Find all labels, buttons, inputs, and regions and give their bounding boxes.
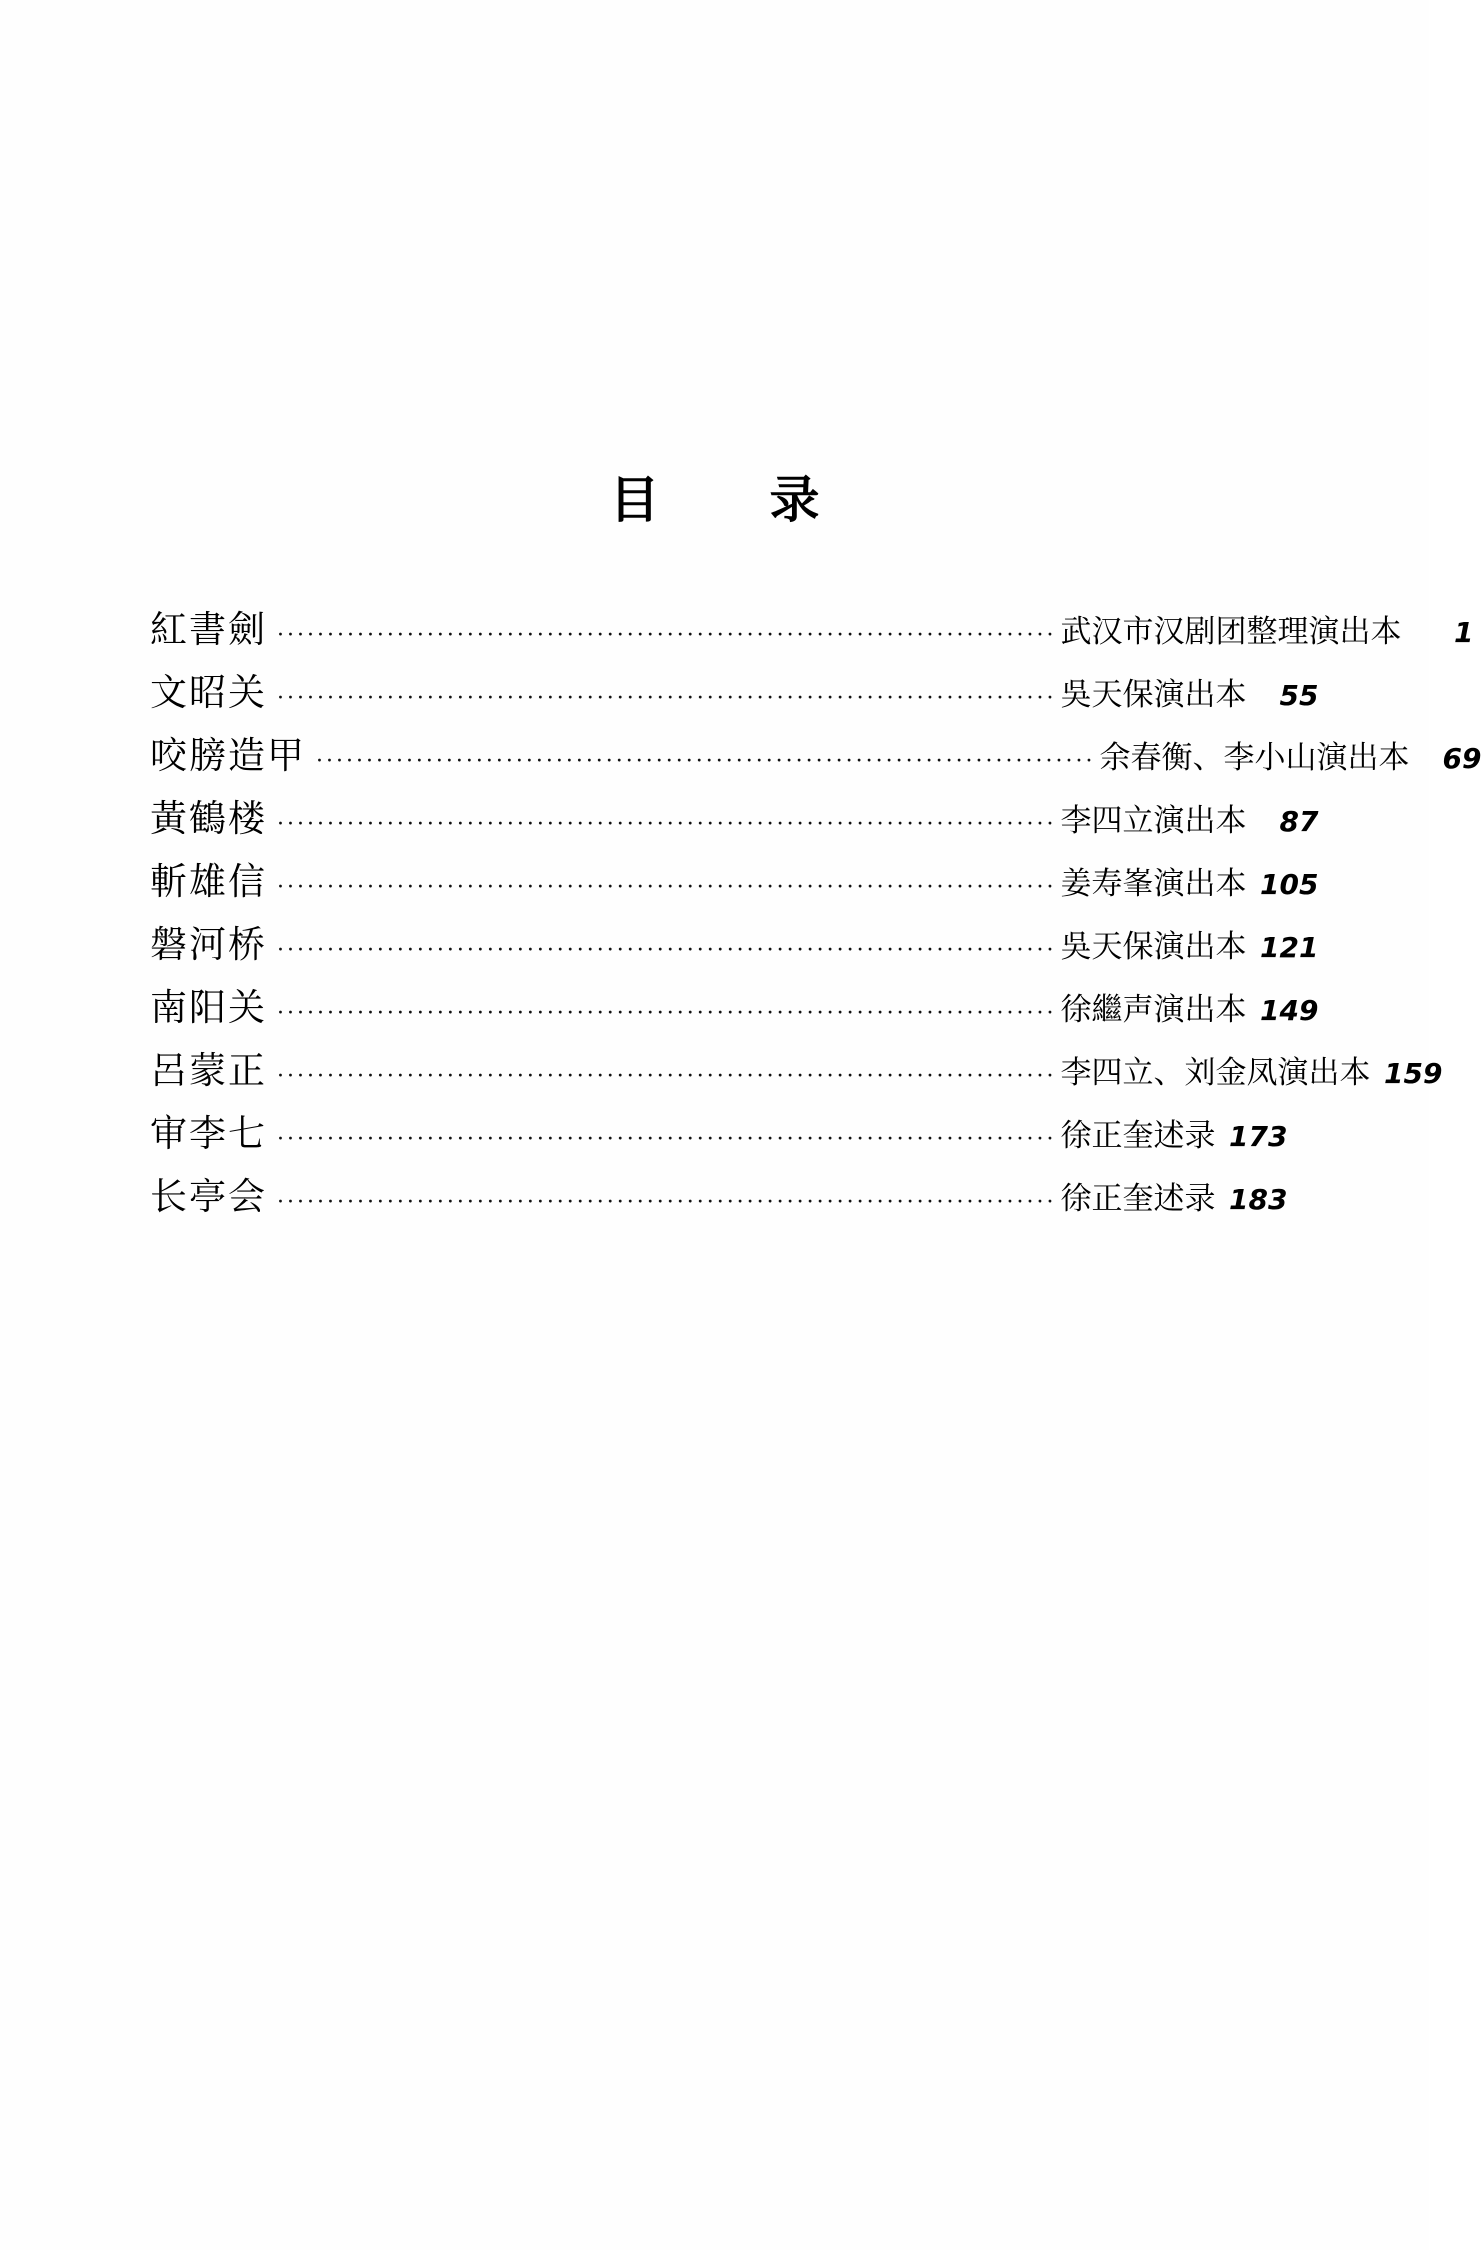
toc-entry [150,986,1319,1051]
toc-entry-source: 余春衡、李小山演出本 [1099,740,1410,776]
toc-entry-source: 武汉市汉剧团整理演出本 [1060,614,1402,650]
page-title: 目录 [609,471,930,529]
toc-entry [150,1175,1288,1240]
toc-entry-title: 南阳关 [150,986,267,1029]
toc-entry-source: 李四立、刘金凤演出本 [1060,1055,1371,1091]
toc-entry-page: 69 [1442,742,1481,775]
toc-entry-title: 文昭关 [150,671,267,714]
toc-entry-source: 吳天保演出本 [1060,929,1247,965]
toc-entry-title: 审李七 [150,1112,267,1155]
toc-entry [150,671,1319,736]
toc-entry [150,608,1474,673]
toc-entry-source: 徐正奎述录 [1060,1118,1216,1154]
toc-entry-title: 斬雄信 [150,860,267,903]
dot-leader: ·············································································· [277,812,1057,837]
dot-leader: ·············································································· [277,686,1057,711]
toc-entry-page: 55 [1279,679,1319,712]
dot-leader: ·············································································· [277,623,1057,648]
toc-entry-page: 87 [1279,805,1319,838]
toc-entry-page: 173 [1229,1120,1288,1153]
toc-entry-title: 咬膀造甲 [150,734,306,777]
toc-entry [150,797,1319,862]
toc-entry-page: 105 [1260,868,1319,901]
dot-leader: ·············································································· [277,875,1057,900]
toc-entry-source: 徐繼声演出本 [1060,992,1247,1028]
toc-entry-page: 149 [1260,994,1319,1027]
toc-entry [150,860,1319,925]
dot-leader: ·············································································· [277,1127,1057,1152]
toc-entry-title: 长亭会 [150,1175,267,1218]
dot-leader: ·············································································· [277,1064,1057,1089]
toc-entry-page: 1 [1453,616,1474,649]
toc-entry-source: 姜寿峯演出本 [1060,866,1247,902]
dot-leader: ·············································································· [316,749,1096,774]
toc-entry [150,1112,1288,1177]
toc-entry-title: 紅書劍 [150,608,267,651]
toc-entry-page: 183 [1229,1183,1288,1216]
toc-entry [150,1049,1443,1114]
toc-entry [150,923,1319,988]
dot-leader: ·············································································· [277,1190,1057,1215]
toc-entry-title: 黃鶴楼 [150,797,267,840]
dot-leader: ·············································································· [277,1001,1057,1026]
toc-entry-page: 159 [1384,1057,1443,1090]
toc-entry-source: 吳天保演出本 [1060,677,1247,713]
table-of-contents [150,608,1481,1240]
dot-leader: ·············································································· [277,938,1057,963]
toc-entry-source: 李四立演出本 [1060,803,1247,839]
toc-entry-title: 磐河桥 [150,923,267,966]
toc-entry-source: 徐正奎述录 [1060,1181,1216,1217]
toc-entry [150,734,1481,799]
toc-entry-page: 121 [1260,931,1319,964]
toc-entry-title: 呂蒙正 [150,1049,267,1092]
